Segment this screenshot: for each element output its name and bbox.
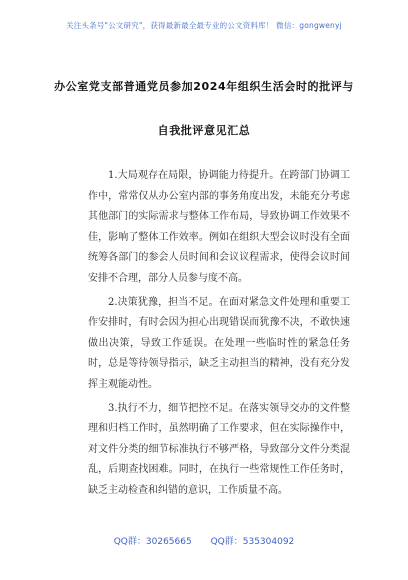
paragraph-3: 3.执行不力，细节把控不足。在落实领导交办的文件整理和归档工作时，虽然明确了工作要求，但在实际操作中，对文件分类的细节标准执行不够严格，导致部分文件分类混乱，后期查找困难。同时，在执行一些常规性工作任务时，缺乏主动检查和纠错的意识，工作质量不高。 xyxy=(88,402,350,496)
document-title-line-1: 办公室党支部普通党员参加2024年组织生活会时的批评与 xyxy=(54,80,354,93)
footer-contact xyxy=(0,534,408,547)
paragraph-1: 1.大局观存在局限，协调能力待提升。在跨部门协调工作中，常常仅从办公室内部的事务角度出发，未能充分考虑其他部门的实际需求与整体工作布局，导致协调工作效果不佳，影响了整体工作效率。例如在组织大型会议时没有全面统筹各部门的参会人员时间和会议议程需求，使得会议时间安排不合理，部分人员参与度不高。 xyxy=(88,170,350,284)
document-body xyxy=(88,166,350,505)
footer-qq-group-2: QQ群：535304092 xyxy=(210,537,295,547)
document-title-line-2: 自我批评意见汇总 xyxy=(157,124,251,137)
paragraph-2: 2.决策犹豫，担当不足。在面对紧急文件处理和重要工作安排时，有时会因为担心出现错误而犹豫不决，不敢快速做出决策，导致工作延误。在处理一些临时性的紧急任务时，总是等待领导指示，缺乏主动担当的精神，没有充分发挥主观能动性。 xyxy=(88,296,350,390)
footer-qq-group-1: QQ群：30265665 xyxy=(113,537,192,547)
promo-header: 关注头条号"公文研究"，获得最新最全最专业的公文资料库！ 微信：gongwenyj xyxy=(66,21,342,30)
